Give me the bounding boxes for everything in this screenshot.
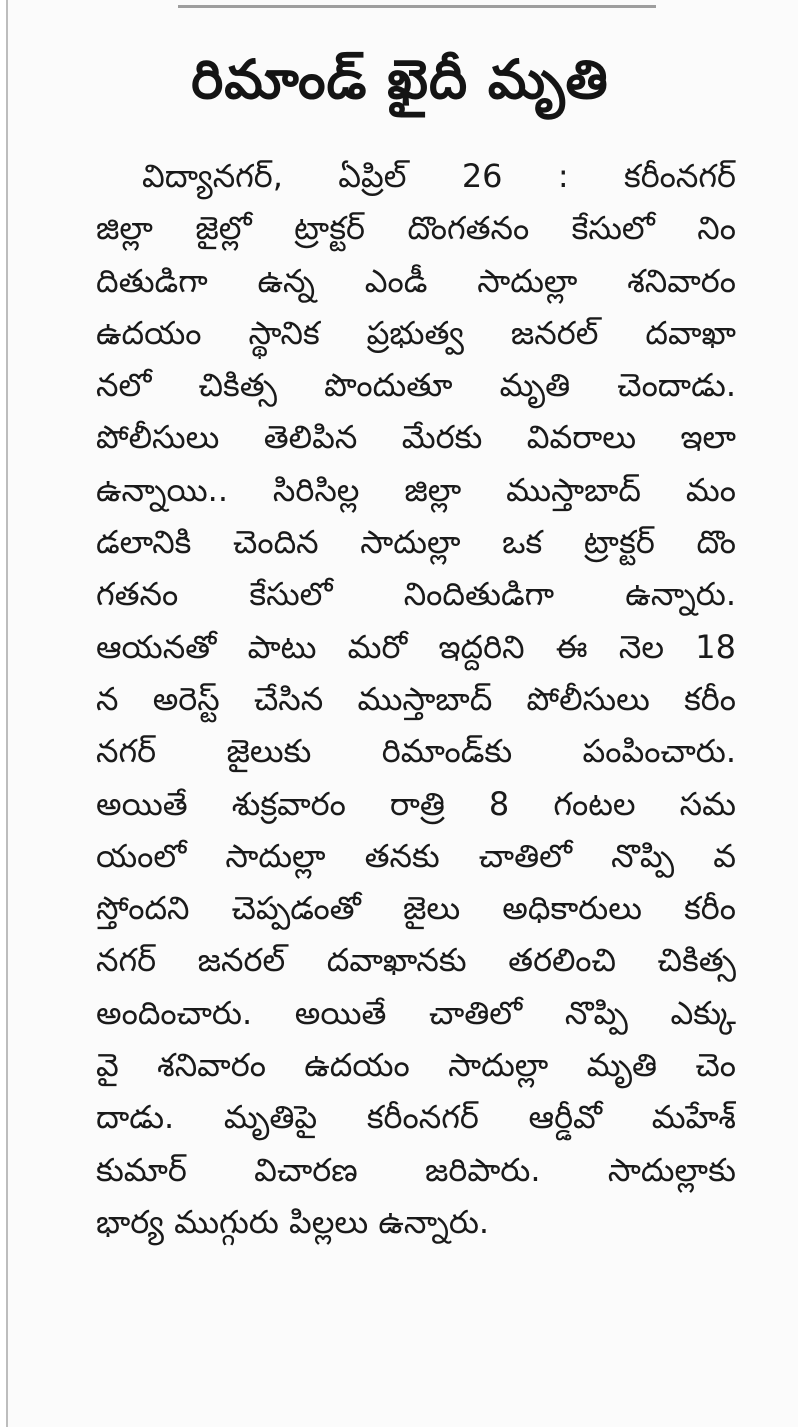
article-line: విద్యానగర్, ఏప్రిల్ 26 : కరీంనగర్ — [142, 157, 736, 195]
article-line: నగర్ జనరల్ దవాఖానకు తరలించి చికిత్స — [96, 941, 736, 980]
article-line: ఉన్నాయి.. సిరిసిల్ల జిల్లా ముస్తాబాద్ మం — [96, 470, 736, 509]
article-line: జిల్లా జైల్లో ట్రాక్టర్ దొంగతనం కేసులో నిం — [96, 209, 736, 248]
article-line: స్తోందని చెప్పడంతో జైలు అధికారులు కరీం — [96, 889, 736, 928]
article-line: న అరెస్ట్ చేసిన ముస్తాబాద్ పోలీసులు కరీం — [96, 679, 736, 718]
article-line: ఉదయం స్థానిక ప్రభుత్వ జనరల్ దవాఖా — [96, 313, 736, 352]
article-line: భార్య ముగ్గురు పిల్లలు ఉన్నారు. — [96, 1202, 490, 1241]
article-line: అయితే శుక్రవారం రాత్రి 8 గంటల సమ — [96, 784, 736, 823]
article-line: అందించారు. అయితే చాతిలో నొప్పి ఎక్కు — [96, 993, 736, 1032]
article-line: దితుడిగా ఉన్న ఎండీ సాదుల్లా శనివారం — [96, 261, 736, 300]
headline: రిమాండ్ ఖైదీ మృతి — [191, 48, 609, 111]
top-divider — [178, 5, 656, 8]
article-line: నగర్ జైలుకు రిమాండ్‌కు పంపించారు. — [96, 732, 736, 771]
article-line: దాడు. మృతిపై కరీంనగర్ ఆర్డీవో మహేశ్ — [96, 1098, 736, 1137]
article-line: కుమార్ విచారణ జరిపారు. సాదుల్లాకు — [96, 1150, 736, 1189]
article-line: పోలీసులు తెలిపిన మేరకు వివరాలు ఇలా — [96, 418, 736, 457]
article-line: యంలో సాదుల్లా తనకు చాతిలో నొప్పి వ — [96, 836, 736, 875]
article-line: వై శనివారం ఉదయం సాదుల్లా మృతి చెం — [96, 1046, 736, 1085]
article-line: డలానికి చెందిన సాదుల్లా ఒక ట్రాక్టర్ దొం — [96, 523, 736, 562]
article-body — [96, 150, 736, 1248]
article-line: ఆయనతో పాటు మరో ఇద్దరిని ఈ నెల 18 — [96, 627, 736, 666]
article-line: గతనం కేసులో నిందితుడిగా ఉన్నారు. — [96, 575, 736, 614]
article-line: నలో చికిత్స పొందుతూ మృతి చెందాడు. — [96, 366, 736, 405]
